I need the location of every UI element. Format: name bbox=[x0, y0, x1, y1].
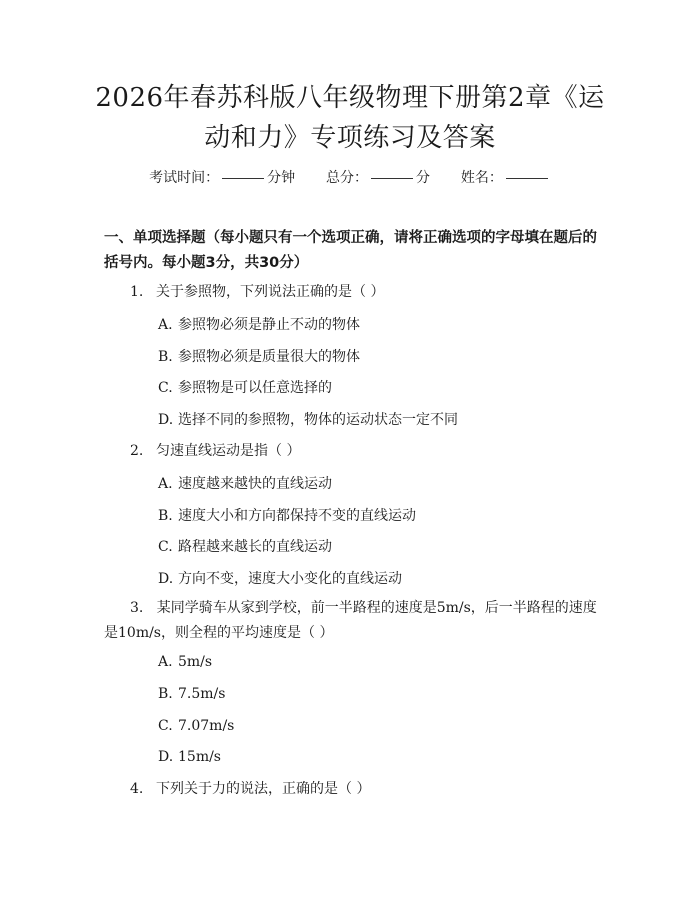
total-score-label: 总分： bbox=[326, 170, 368, 186]
option-1a bbox=[158, 315, 360, 335]
option-text: 参照物必须是质量很大的物体 bbox=[178, 349, 360, 365]
option-letter: D. bbox=[158, 749, 174, 765]
question-stem: 某同学骑车从家到学校，前一半路程的速度是5m/s，后一半路程的速度是10m/s，则全程的平均速度是（ ） bbox=[104, 600, 597, 641]
option-text: 7.5m/s bbox=[178, 686, 226, 702]
option-2a bbox=[158, 474, 332, 494]
question-number: 1. bbox=[130, 284, 144, 300]
option-1d bbox=[158, 410, 458, 430]
option-letter: C. bbox=[158, 539, 173, 555]
option-1c bbox=[158, 378, 332, 398]
option-text: 路程越来越长的直线运动 bbox=[178, 539, 332, 555]
total-score-unit: 分 bbox=[416, 170, 430, 186]
option-text: 速度越来越快的直线运动 bbox=[178, 476, 332, 492]
option-letter: D. bbox=[158, 412, 174, 428]
option-2d bbox=[158, 569, 402, 589]
section-heading: 一、单项选择题（每小题只有一个选项正确，请将正确选项的字母填在题后的括号内。每小题3分，共30分） bbox=[104, 230, 597, 271]
option-1b bbox=[158, 347, 360, 367]
option-2c bbox=[158, 537, 332, 557]
exam-time-unit: 分钟 bbox=[267, 170, 296, 186]
option-text: 7.07m/s bbox=[178, 718, 235, 734]
exam-time-blank bbox=[222, 178, 264, 179]
option-text: 方向不变，速度大小变化的直线运动 bbox=[178, 571, 402, 587]
option-letter: B. bbox=[158, 686, 173, 702]
option-3a bbox=[158, 652, 212, 672]
question-2 bbox=[130, 441, 300, 461]
option-letter: B. bbox=[158, 508, 173, 524]
document-title bbox=[60, 78, 640, 158]
question-stem: 下列关于力的说法，正确的是（ ） bbox=[156, 781, 371, 797]
option-text: 选择不同的参照物，物体的运动状态一定不同 bbox=[178, 412, 458, 428]
option-letter: D. bbox=[158, 571, 174, 587]
title-line-2: 动和力》专项练习及答案 bbox=[204, 123, 496, 153]
option-text: 参照物是可以任意选择的 bbox=[178, 380, 332, 396]
option-3c bbox=[158, 716, 234, 736]
option-letter: A. bbox=[158, 476, 173, 492]
option-text: 速度大小和方向都保持不变的直线运动 bbox=[178, 508, 416, 524]
option-3b bbox=[158, 684, 225, 704]
option-3d bbox=[158, 747, 221, 767]
option-letter: C. bbox=[158, 718, 173, 734]
question-1 bbox=[130, 282, 384, 302]
option-text: 5m/s bbox=[178, 654, 213, 670]
exam-info-line bbox=[0, 168, 700, 188]
question-stem: 关于参照物，下列说法正确的是（ ） bbox=[156, 284, 385, 300]
option-text: 15m/s bbox=[178, 749, 221, 765]
question-number: 3. bbox=[130, 600, 144, 616]
option-text: 参照物必须是静止不动的物体 bbox=[178, 317, 360, 333]
question-number: 2. bbox=[130, 443, 144, 459]
question-4 bbox=[130, 779, 370, 799]
question-3 bbox=[104, 596, 602, 646]
option-2b bbox=[158, 506, 416, 526]
total-score-blank bbox=[371, 178, 413, 179]
question-stem: 匀速直线运动是指（ ） bbox=[156, 443, 301, 459]
title-line-1: 2026年春苏科版八年级物理下册第2章《运 bbox=[95, 83, 605, 113]
option-letter: A. bbox=[158, 317, 173, 333]
option-letter: B. bbox=[158, 349, 173, 365]
question-number: 4. bbox=[130, 781, 144, 797]
option-letter: A. bbox=[158, 654, 173, 670]
student-name-label: 姓名： bbox=[460, 170, 503, 186]
option-letter: C. bbox=[158, 380, 173, 396]
exam-time-label: 考试时间： bbox=[149, 170, 220, 186]
student-name-blank bbox=[506, 178, 548, 179]
